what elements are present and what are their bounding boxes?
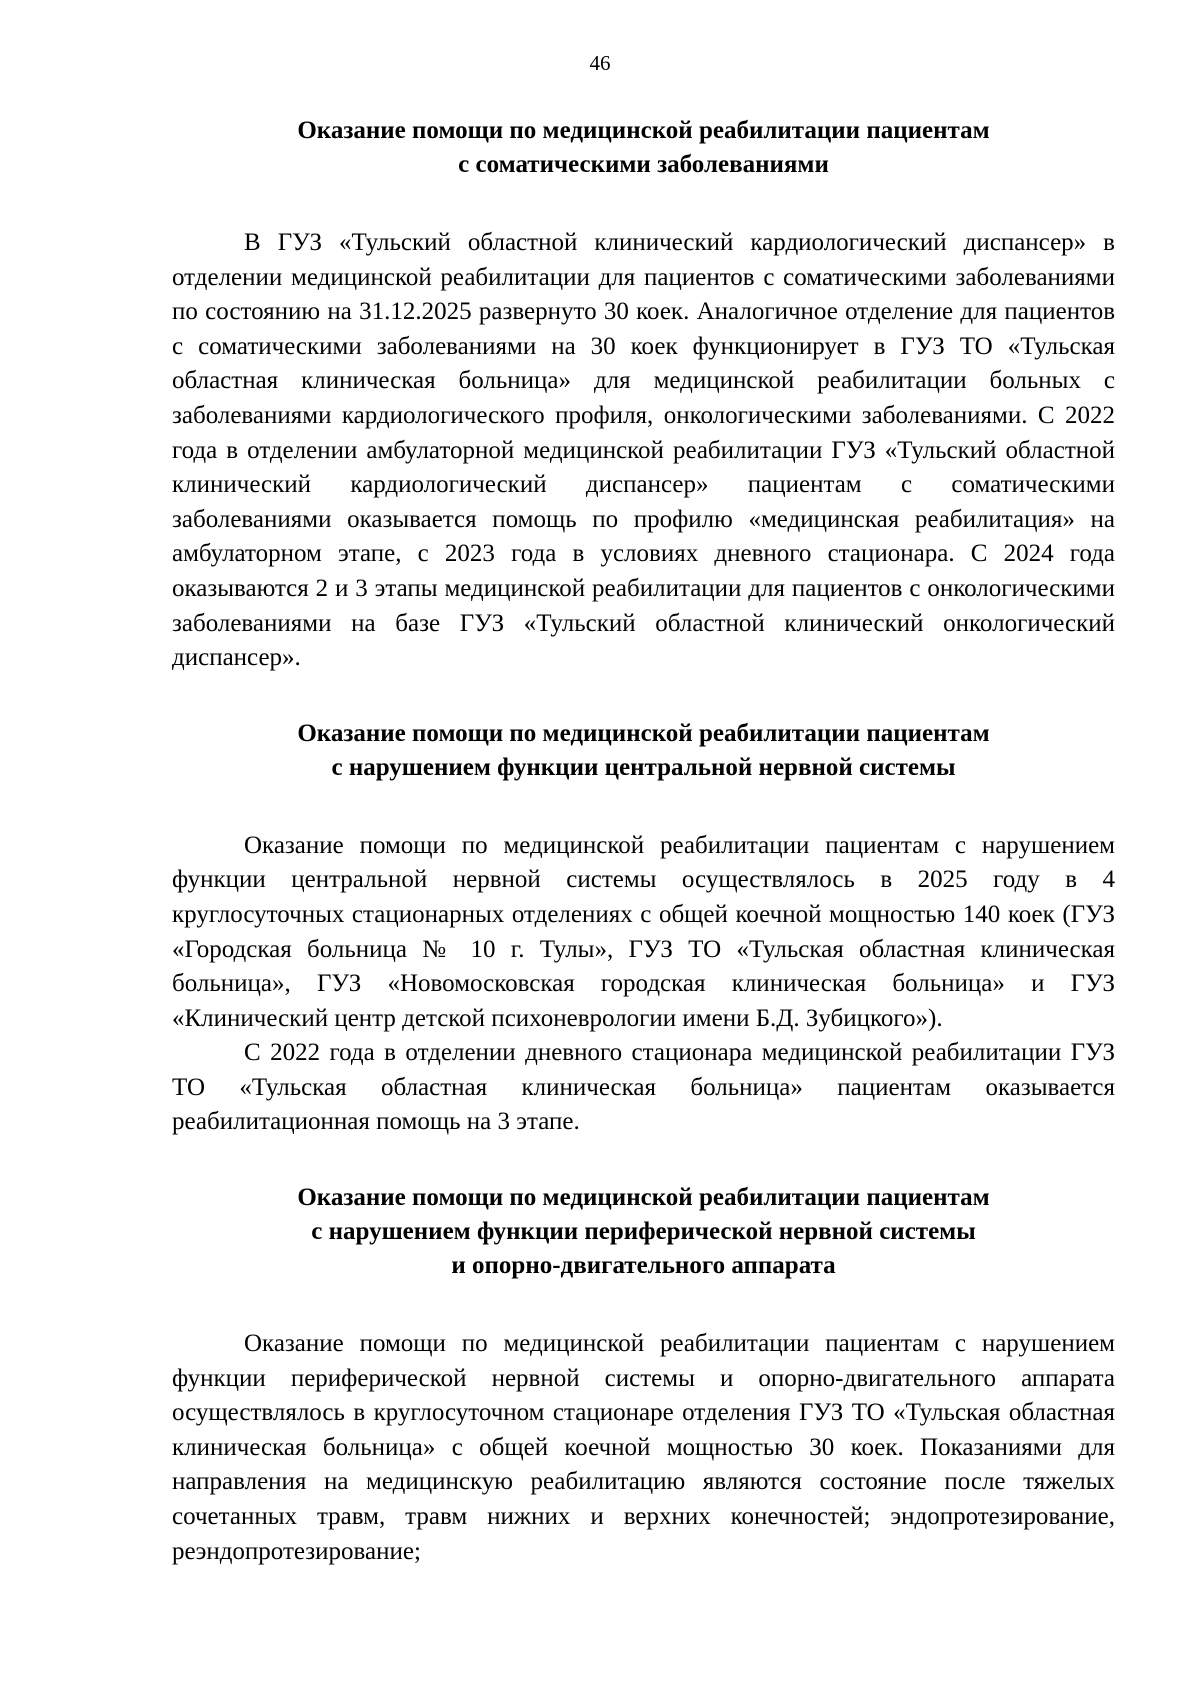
- heading-line: и опорно-двигательного аппарата: [451, 1252, 836, 1280]
- heading-line: с соматическими заболеваниями: [458, 151, 829, 178]
- section-somatic: [172, 114, 1115, 676]
- section-heading: [172, 114, 1115, 182]
- page-number: 46: [589, 51, 611, 75]
- heading-line: Оказание помощи по медицинской реабилитации пациентам: [297, 117, 990, 144]
- section-cns: [172, 717, 1115, 1140]
- section-heading: [172, 717, 1115, 785]
- heading-line: с нарушением функции центральной нервной системы: [331, 753, 956, 781]
- page-content: [172, 114, 1115, 1569]
- paragraph: Оказание помощи по медицинской реабилитации пациентам с нарушением функции периферической нервной системы и опорно-двигательного аппарата осуществлялось в круглосуточном стационаре отделения ГУЗ ТО «Тульская областная клиническая больница» с общей коечной мощностью 30 коек. Показаниями для направления на медицинскую реабилитацию являются состояние после тяжелых сочетанных травм, травм нижних и верхних конечностей; эндопротезирование, реэндопротезирование;: [172, 1330, 1115, 1565]
- paragraph: В ГУЗ «Тульский областной клинический кардиологический диспансер» в отделении медицинской реабилитации для пациентов с соматическими заболеваниями по состоянию на 31.12.2025 развернуто 30 коек. Аналогичное отделение для пациентов с соматическими заболеваниями на 30 коек функционирует в ГУЗ ТО «Тульская областная клиническая больница» для медицинской реабилитации больных с заболеваниями кардиологического профиля, онкологическими заболеваниями. С 2022 года в отделении амбулаторной медицинской реабилитации ГУЗ «Тульский областной клинический кардиологический диспансер» пациентам с соматическими заболеваниями оказывается помощь по профилю «медицинская реабилитация» на амбулаторном этапе, с 2023 года в условиях дневного стационара. С 2024 года оказываются 2 и 3 этапы медицинской реабилитации для пациентов с онкологическими заболеваниями на базе ГУЗ «Тульский областной клинический онкологический диспансер».: [172, 229, 1115, 672]
- heading-line: Оказание помощи по медицинской реабилитации пациентам: [297, 719, 990, 747]
- heading-line: с нарушением функции периферической нервной системы: [311, 1218, 976, 1246]
- paragraph: С 2022 года в отделении дневного стационара медицинской реабилитации ГУЗ ТО «Тульская областная клиническая больница» пациентам оказывается реабилитационная помощь на 3 этапе.: [172, 1039, 1115, 1136]
- section-pns-musculoskeletal: [172, 1181, 1115, 1569]
- section-heading: [172, 1181, 1115, 1283]
- paragraph: Оказание помощи по медицинской реабилитации пациентам с нарушением функции центральной нервной системы осуществлялось в 2025 году в 4 круглосуточных стационарных отделениях с общей коечной мощностью 140 коек (ГУЗ «Городская больница № 10 г. Тулы», ГУЗ ТО «Тульская областная клиническая больница», ГУЗ «Новомосковская городская клиническая больница» и ГУЗ «Клинический центр детской психоневрологии имени Б.Д. Зубицкого»).: [172, 831, 1115, 1032]
- heading-line: Оказание помощи по медицинской реабилитации пациентам: [297, 1184, 990, 1212]
